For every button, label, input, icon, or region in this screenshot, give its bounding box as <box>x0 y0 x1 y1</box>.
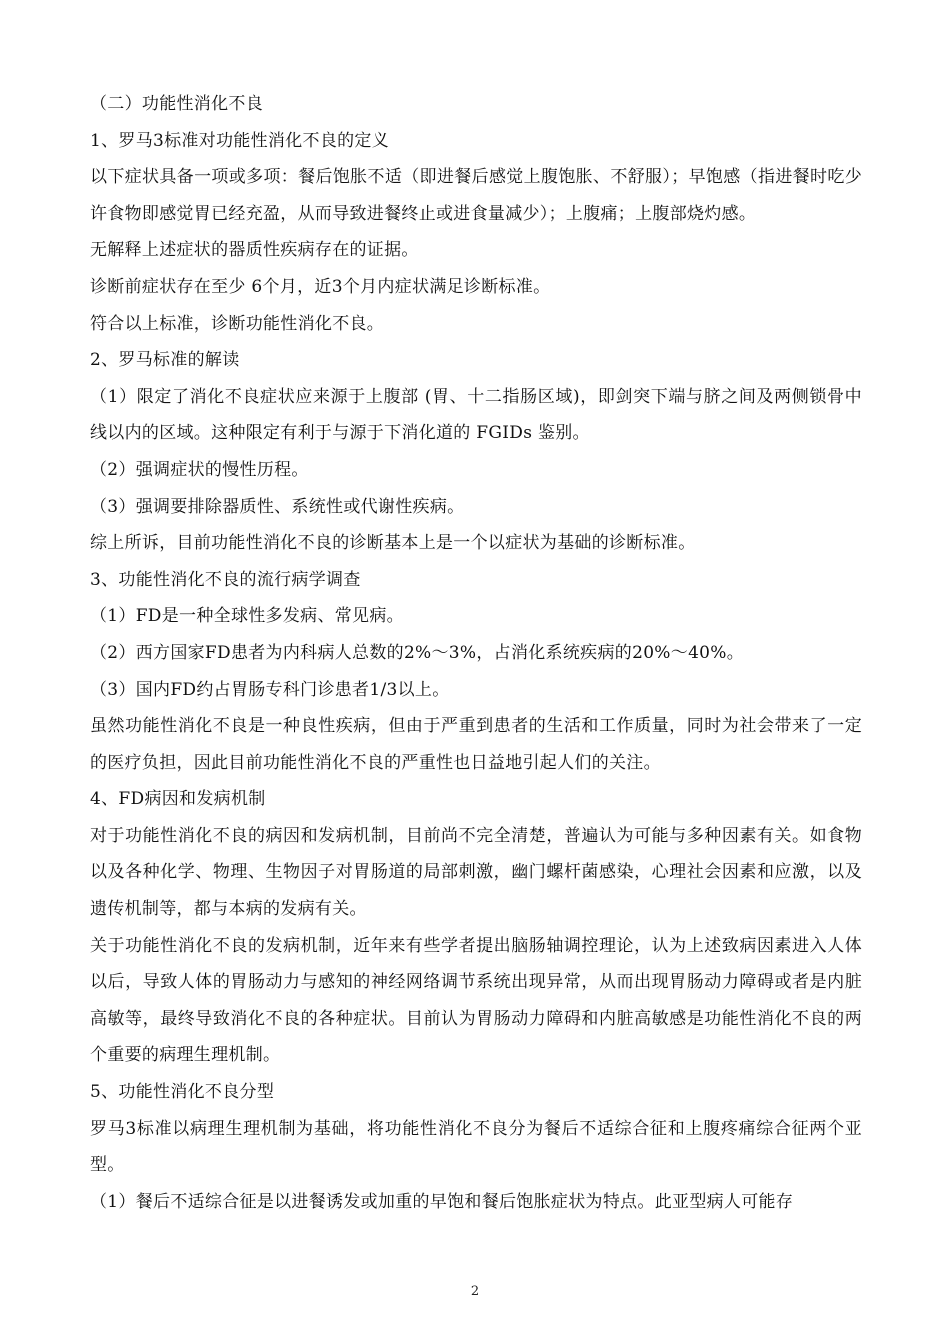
section-heading: （二）功能性消化不良 <box>90 94 263 114</box>
list-item: （2）西方国家FD患者为内科病人总数的2%～3%，占消化系统疾病的20%～40%。 <box>90 642 745 663</box>
list-item: （3）强调要排除器质性、系统性或代谢性疾病。 <box>90 496 465 517</box>
paragraph: 罗马3标准以病理生理机制为基础，将功能性消化不良分为餐后不适综合征和上腹疼痛综合征两个亚型。 <box>90 1118 862 1176</box>
paragraph: 符合以上标准，诊断功能性消化不良。 <box>90 313 385 334</box>
paragraph: 无解释上述症状的器质性疾病存在的证据。 <box>90 240 419 261</box>
paragraph: 关于功能性消化不良的发病机制，近年来有些学者提出脑肠轴调控理论，认为上述致病因素进入人体以后，导致人体的胃肠动力与感知的神经网络调节系统出现异常，从而出现胃肠动力障碍或者是内脏高敏等，最终导致消化不良的各种症状。目前认为胃肠动力障碍和内脏高敏感是功能性消化不良的两个重要的病理生理机制。 <box>90 935 862 1066</box>
paragraph: 虽然功能性消化不良是一种良性疾病，但由于严重到患者的生活和工作质量，同时为社会带来了一定的医疗负担，因此目前功能性消化不良的严重性也日益地引起人们的关注。 <box>90 716 862 773</box>
subheading: 2、罗马标准的解读 <box>90 350 240 371</box>
subheading: 1、罗马3标准对功能性消化不良的定义 <box>90 130 390 151</box>
paragraph: 对于功能性消化不良的病因和发病机制，目前尚不完全清楚，普遍认为可能与多种因素有关。如食物以及各种化学、物理、生物因子对胃肠道的局部刺激，幽门螺杆菌感染，心理社会因素和应激，以及遗传机制等，都与本病的发病有关。 <box>90 825 862 920</box>
subheading: 3、功能性消化不良的流行病学调查 <box>90 569 361 590</box>
subheading: 5、功能性消化不良分型 <box>90 1082 275 1103</box>
list-item: （2）强调症状的慢性历程。 <box>90 459 309 480</box>
paragraph: 综上所诉，目前功能性消化不良的诊断基本上是一个以症状为基础的诊断标准。 <box>90 533 696 554</box>
document-body <box>90 86 862 1220</box>
list-item: （1）FD是一种全球性多发病、常见病。 <box>90 606 404 627</box>
subheading: 4、FD病因和发病机制 <box>90 789 266 810</box>
page-number: 2 <box>470 1284 480 1299</box>
list-item: （1）餐后不适综合征是以进餐诱发或加重的早饱和餐后饱胀症状为特点。此亚型病人可能存 <box>90 1191 794 1212</box>
list-item: （3）国内FD约占胃肠专科门诊患者1/3以上。 <box>90 679 450 700</box>
paragraph: 以下症状具备一项或多项：餐后饱胀不适（即进餐后感觉上腹饱胀、不舒服）；早饱感（指进餐时吃少许食物即感觉胃已经充盈，从而导致进餐终止或进食量减少）；上腹痛；上腹部烧灼感。 <box>90 167 862 224</box>
paragraph: 诊断前症状存在至少 6个月，近3个月内症状满足诊断标准。 <box>90 276 551 297</box>
list-item: （1）限定了消化不良症状应来源于上腹部 (胃、十二指肠区域)，即剑突下端与脐之间及两侧锁骨中线以内的区域。这种限定有利于与源于下消化道的 FGIDs 鉴别。 <box>90 386 862 444</box>
